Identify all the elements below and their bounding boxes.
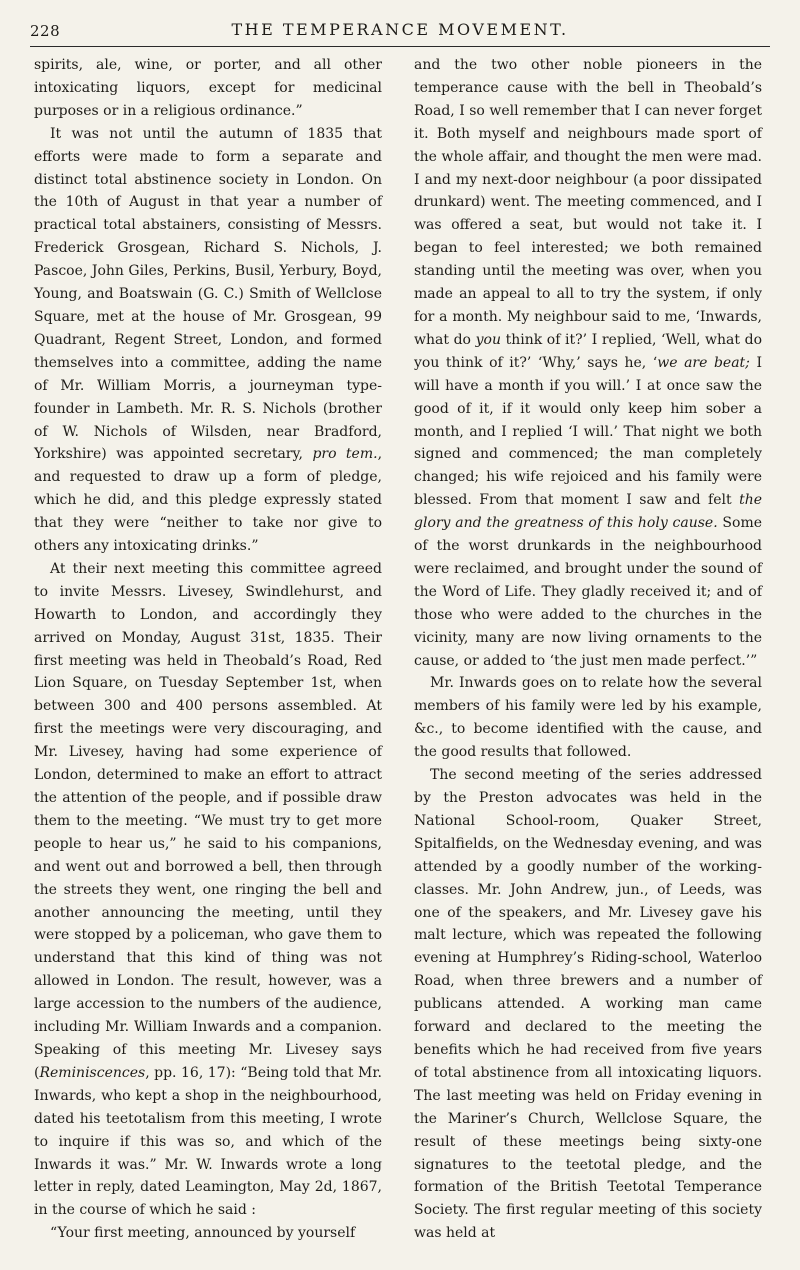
left-column [34,54,382,1245]
right-column [414,54,762,1245]
paragraph: “Your first meeting, announced by yourself [50,1225,356,1242]
page-number: 228 [30,22,61,40]
paragraph: and the two other noble pioneers in the temperance cause with the bell in Theobald’s Road, I so well remember that I can never forget it. Both myself and neighbours made sport of the whole affair, and thought the men were mad. I and my next-door neighbour (a poor dissipated drunkard) went. The meeting commenced, and I was offered a seat, but would not take it. I began to feel interested; we both remained standing until the meeting was over, when you made an appeal to all to try the system, if only for a month. My neighbour said to me, ‘Inwards, what do you think of it?’ I replied, ‘Well, what do you think of it?’ ‘Why,’ says he, ‘we are beat; I will have a month if you will.’ I at once saw the good of it, if it would only keep him sober a month, and I replied ‘I will.’ That night we both signed and commenced; the man completely changed; his wife rejoiced and his family were blessed. From that moment I saw and felt the glory and the greatness of this holy cause. Some of the worst drunkards in the neighbourhood were reclaimed, and brought under the sound of the Word of Life. They gladly received it; and of those who were added to the churches in the vicinity, many are now living ornaments to the cause, or added to ‘the just men made perfect.’” [414,57,763,669]
running-head: THE TEMPERANCE MOVEMENT. [231,20,569,39]
paragraph: The second meeting of the series addressed by the Preston advocates was held in the National School-room, Quaker Street, Spitalfields, on the Wednesday evening, and was attended by a goodly number of the working-classes. Mr. John Andrew, jun., of Leeds, was one of the speakers, and Mr. Livesey gave his malt lecture, which was repeated the following evening at Humphrey’s Riding-school, Waterloo Road, when three brewers and a number of publicans attended. A working man came forward and declared to the meeting the benefits which he had received from five years of total abstinence from all intoxicating liquors. The last meeting was held on Friday evening in the Mariner’s Church, Wellclose Square, the result of these meetings being sixty-one signatures to the teetotal pledge, and the formation of the British Teetotal Temperance Society. The first regular meeting of this society was held at [414,767,762,1242]
paragraph: Mr. Inwards goes on to relate how the several members of his family were led by his example, &c., to become identified with the cause, and the good results that followed. [414,675,762,761]
header-rule [30,46,770,47]
paragraph: At their next meeting this committee agreed to invite Messrs. Livesey, Swindlehurst, and Howarth to London, and accordingly they arrived on Monday, August 31st, 1835. Their first meeting was held in Theobald’s Road, Red Lion Square, on Tuesday September 1st, when between 300 and 400 persons assembled. At first the meetings were very discouraging, and Mr. Livesey, having had some experience of London, determined to make an effort to attract the attention of the people, and if possible draw them to the meeting. “We must try to get more people to hear us,” he said to his companions, and went out and borrowed a bell, then through the streets they went, one ringing the bell and another announcing the meeting, until they were stopped by a policeman, who gave them to understand that this kind of thing was not allowed in London. The result, however, was a large accession to the numbers of the audience, including Mr. William Inwards and a companion. Speaking of this meeting Mr. Livesey says (Reminiscences, pp. 16, 17): “Being told that Mr. Inwards, who kept a shop in the neighbourhood, dated his teetotalism from this meeting, I wrote to inquire if this was so, and which of the Inwards it was.” Mr. W. Inwards wrote a long letter in reply, dated Leamington, May 2d, 1867, in the course of which he said : [34,560,382,1219]
paragraph: spirits, ale, wine, or porter, and all other intoxicating liquors, except for medicinal purposes or in a religious ordinance.” [34,57,382,119]
paragraph: It was not until the autumn of 1835 that efforts were made to form a separate and distinct total abstinence society in London. On the 10th of August in that year a number of practical total abstainers, consisting of Messrs. Frederick Grosgean, Richard S. Nichols, J. Pascoe, John Giles, Perkins, Busil, Yerbury, Boyd, Young, and Boatswain (G. C.) Smith of Wellclose Square, met at the house of Mr. Grosgean, 99 Quadrant, Regent Street, London, and formed themselves into a committee, adding the name of Mr. William Morris, a journeyman type-founder in Lambeth. Mr. R. S. Nichols (brother of W. Nichols of Wilsden, near Bradford, Yorkshire) was appointed secretary, pro tem., and requested to draw up a form of pledge, which he did, and this pledge expressly stated that they were “neither to take nor give to others any intoxicating drinks.” [34,125,383,555]
